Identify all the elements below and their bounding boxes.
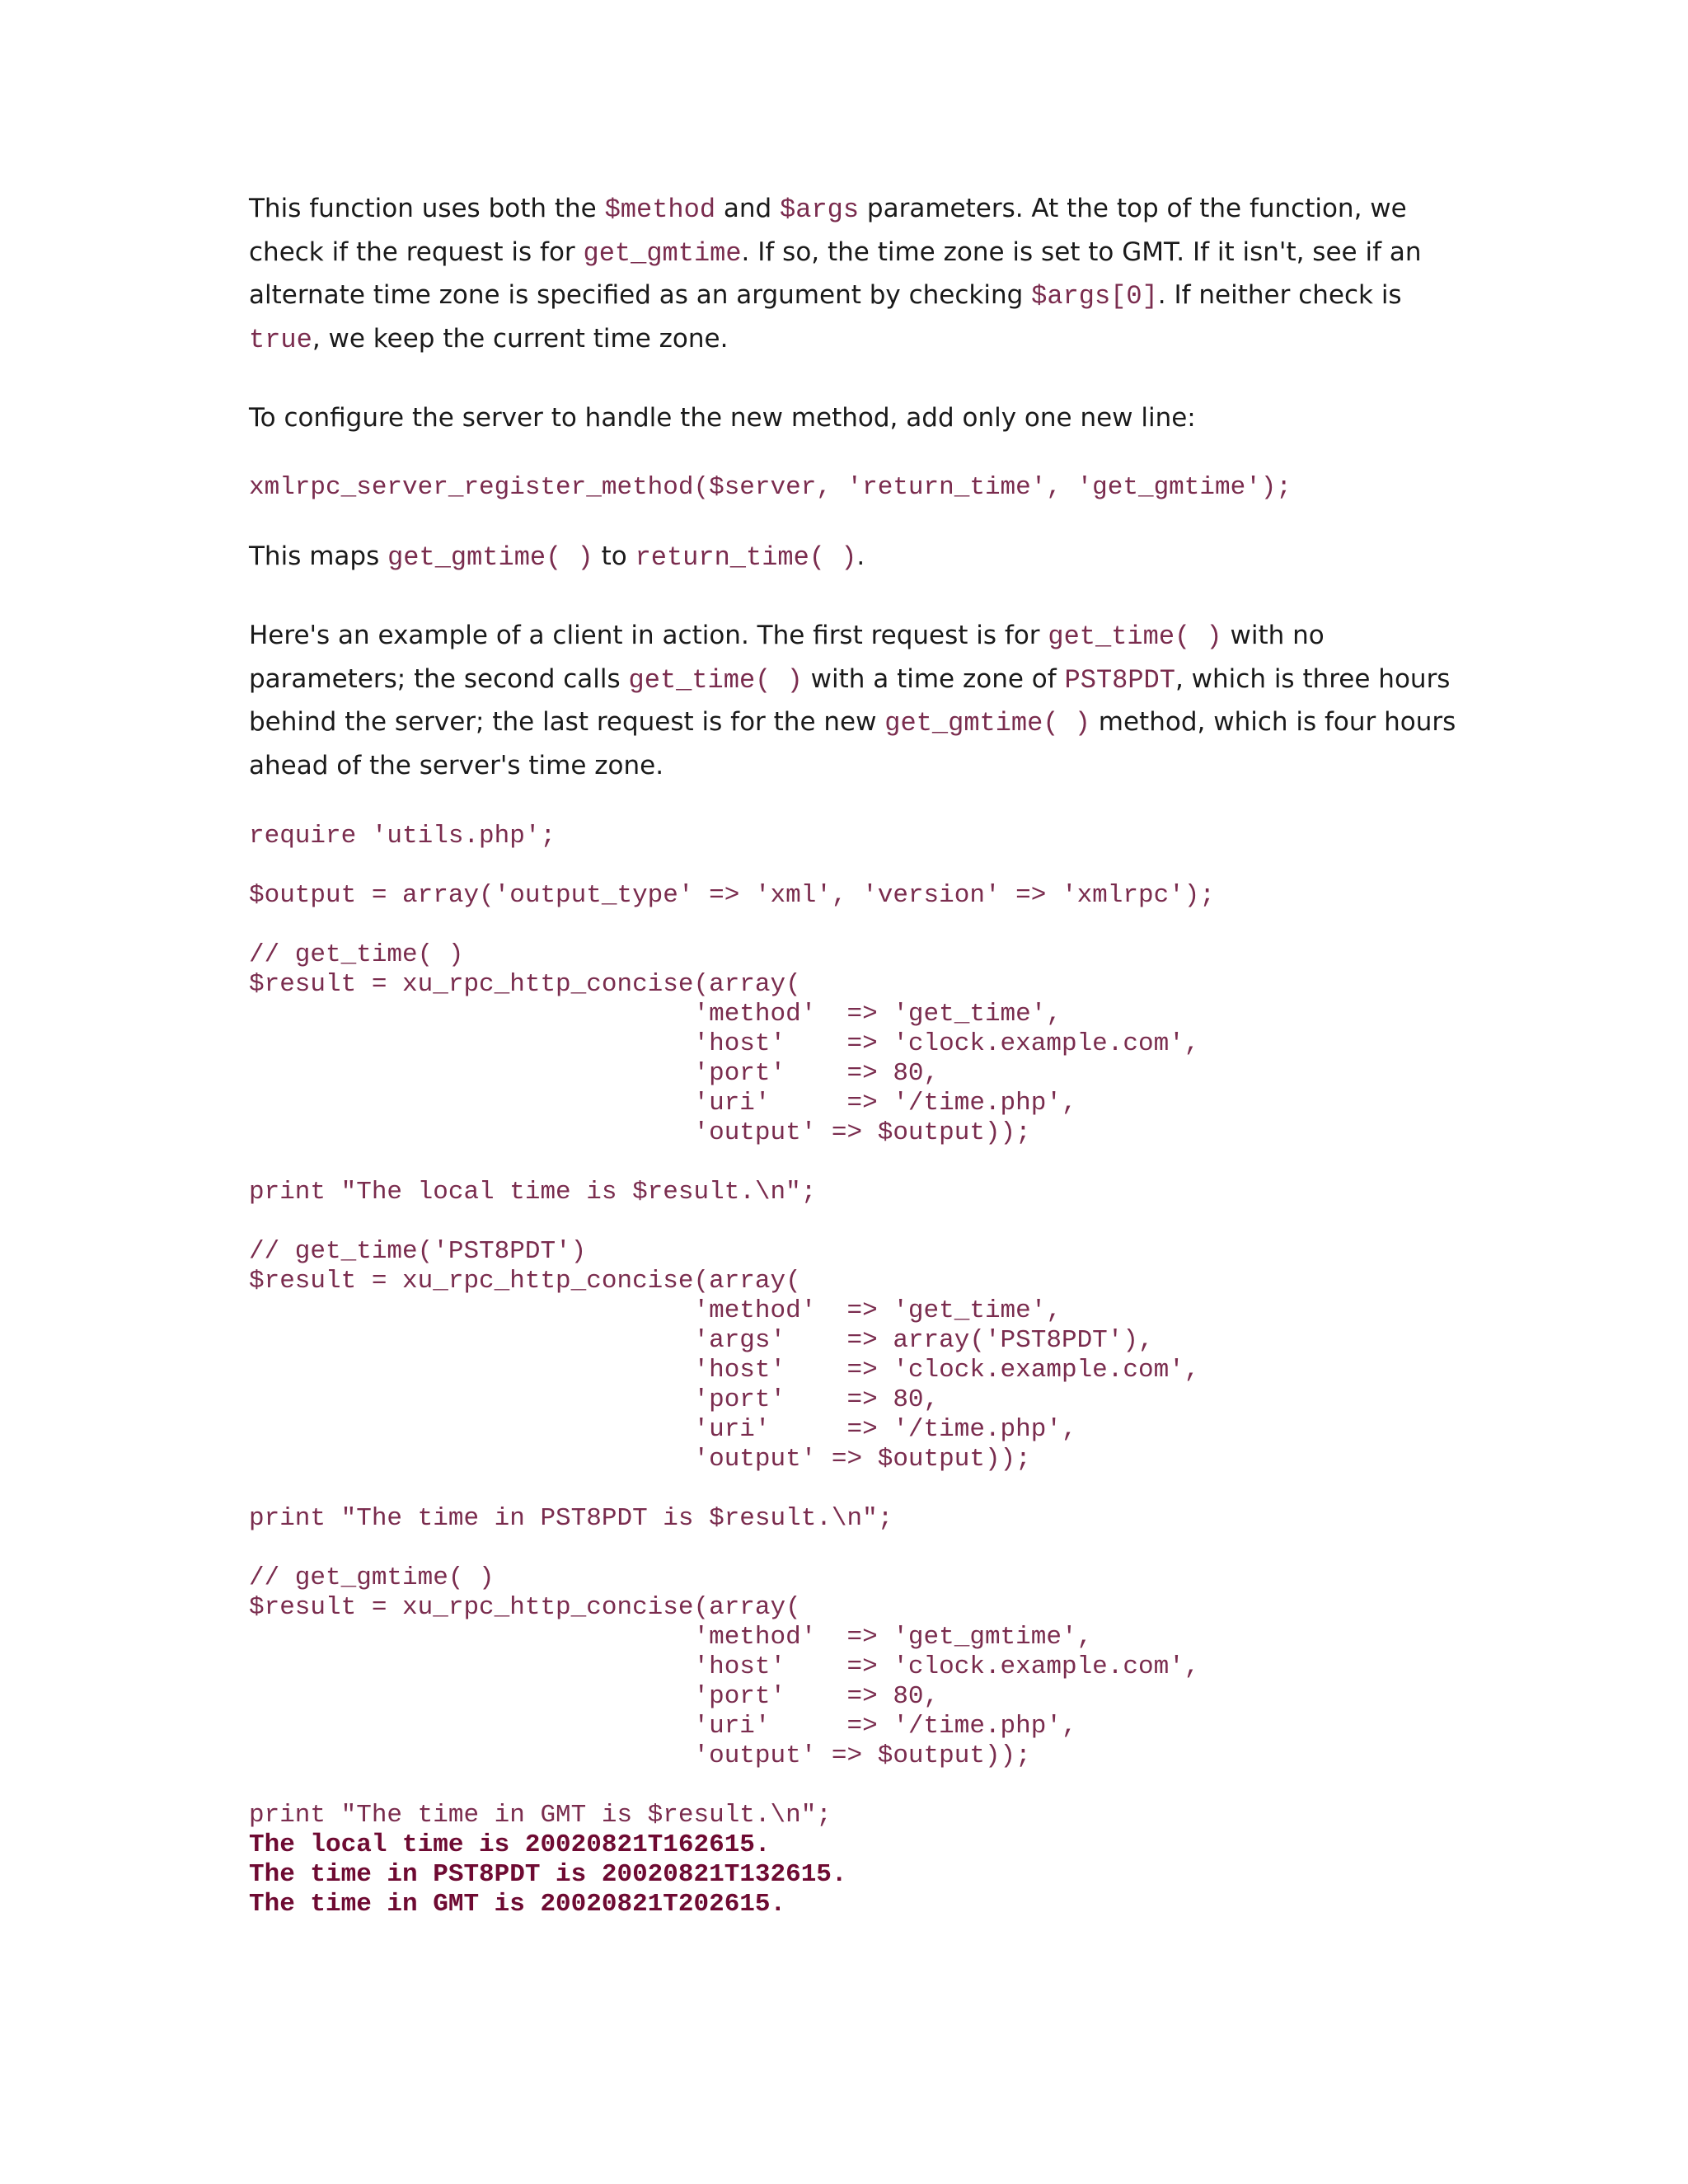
paragraph-maps (249, 536, 1461, 579)
text-run: method, which is four hours ahead of the server's time zone. (249, 707, 1456, 780)
text-run: with a time zone of (802, 663, 1065, 694)
inline-code-get-time-call: get_time( ) (1048, 621, 1222, 652)
text-run: parameters. At the top of the function, we check if the request is for (249, 194, 1407, 267)
inline-code-args: $args (780, 194, 860, 225)
text-run: , we keep the current time zone. (312, 323, 729, 354)
inline-code-get-gmtime-call: get_gmtime( ) (884, 708, 1090, 738)
text-run: . (856, 541, 865, 571)
text-run: , which is three hours behind the server; the last request is for the new (249, 663, 1451, 737)
paragraph-function-explanation (249, 188, 1461, 361)
text-run: This maps (249, 541, 388, 571)
output-line-pst8pdt-time: The time in PST8PDT is 20020821T132615. (249, 1860, 847, 1889)
code-block-client: require 'utils.php'; $output = array('output_type' => 'xml', 'version' => 'xmlrpc'); // get_time( ) $result = xu_rpc_http_concise(array( 'method' => 'get_time', 'host' => 'clock.example.com', 'port' => 80, 'uri' => '/time.php', 'output' => $output)); print "The local time is $result.\n"; // get_time('PST8PDT') $result = xu_rpc_http_concise(array( 'method' => 'get_time', 'args' => array('PST8PDT'), 'host' => 'clock.example.com', 'port' => 80, 'uri' => '/time.php', 'output' => $output)); print "The time in PST8PDT is $result.\n"; // get_gmtime( ) $result = xu_rpc_http_concise(array( 'method' => 'get_gmtime', 'host' => 'clock.example.com', 'port' => 80, 'uri' => '/time.php', 'output' => $output)); print "The time in GMT is $result.\n"; (249, 822, 1215, 1830)
output-line-gmt-time: The time in GMT is 20020821T202615. (249, 1890, 786, 1919)
text-run: and (715, 194, 781, 223)
inline-code-get-gmtime: get_gmtime (583, 237, 742, 269)
inline-code-args-0: $args[0] (1031, 281, 1158, 312)
text-run: with no parameters; the second calls (249, 621, 1325, 694)
text-run: . If neither check is (1157, 280, 1402, 310)
inline-code-true: true (249, 324, 312, 355)
text-run: . If so, the time zone is set to GMT. If it isn't, see if an alternate time zone is specified as an argument by checking (249, 237, 1422, 310)
inline-code-return-time-call: return_time( ) (635, 541, 857, 573)
inline-code-get-time-call: get_time( ) (628, 664, 803, 696)
text-run: to (593, 541, 635, 571)
program-output (249, 1830, 1461, 1919)
inline-code-pst8pdt: PST8PDT (1064, 664, 1175, 696)
document-page (249, 188, 1461, 1919)
inline-code-get-gmtime-call: get_gmtime( ) (387, 541, 593, 573)
paragraph-client-example (249, 615, 1461, 787)
text-run: This function uses both the (249, 194, 605, 223)
inline-code-method: $method (604, 194, 716, 225)
code-block-register-method: xmlrpc_server_register_method($server, 'return_time', 'get_gmtime'); (249, 472, 1292, 502)
text-run: Here's an example of a client in action. The first request is for (249, 621, 1048, 650)
paragraph-configure-server (249, 397, 1461, 440)
output-line-local-time: The local time is 20020821T162615. (249, 1830, 771, 1859)
text-run: To configure the server to handle the new method, add only one new line: (249, 403, 1196, 433)
